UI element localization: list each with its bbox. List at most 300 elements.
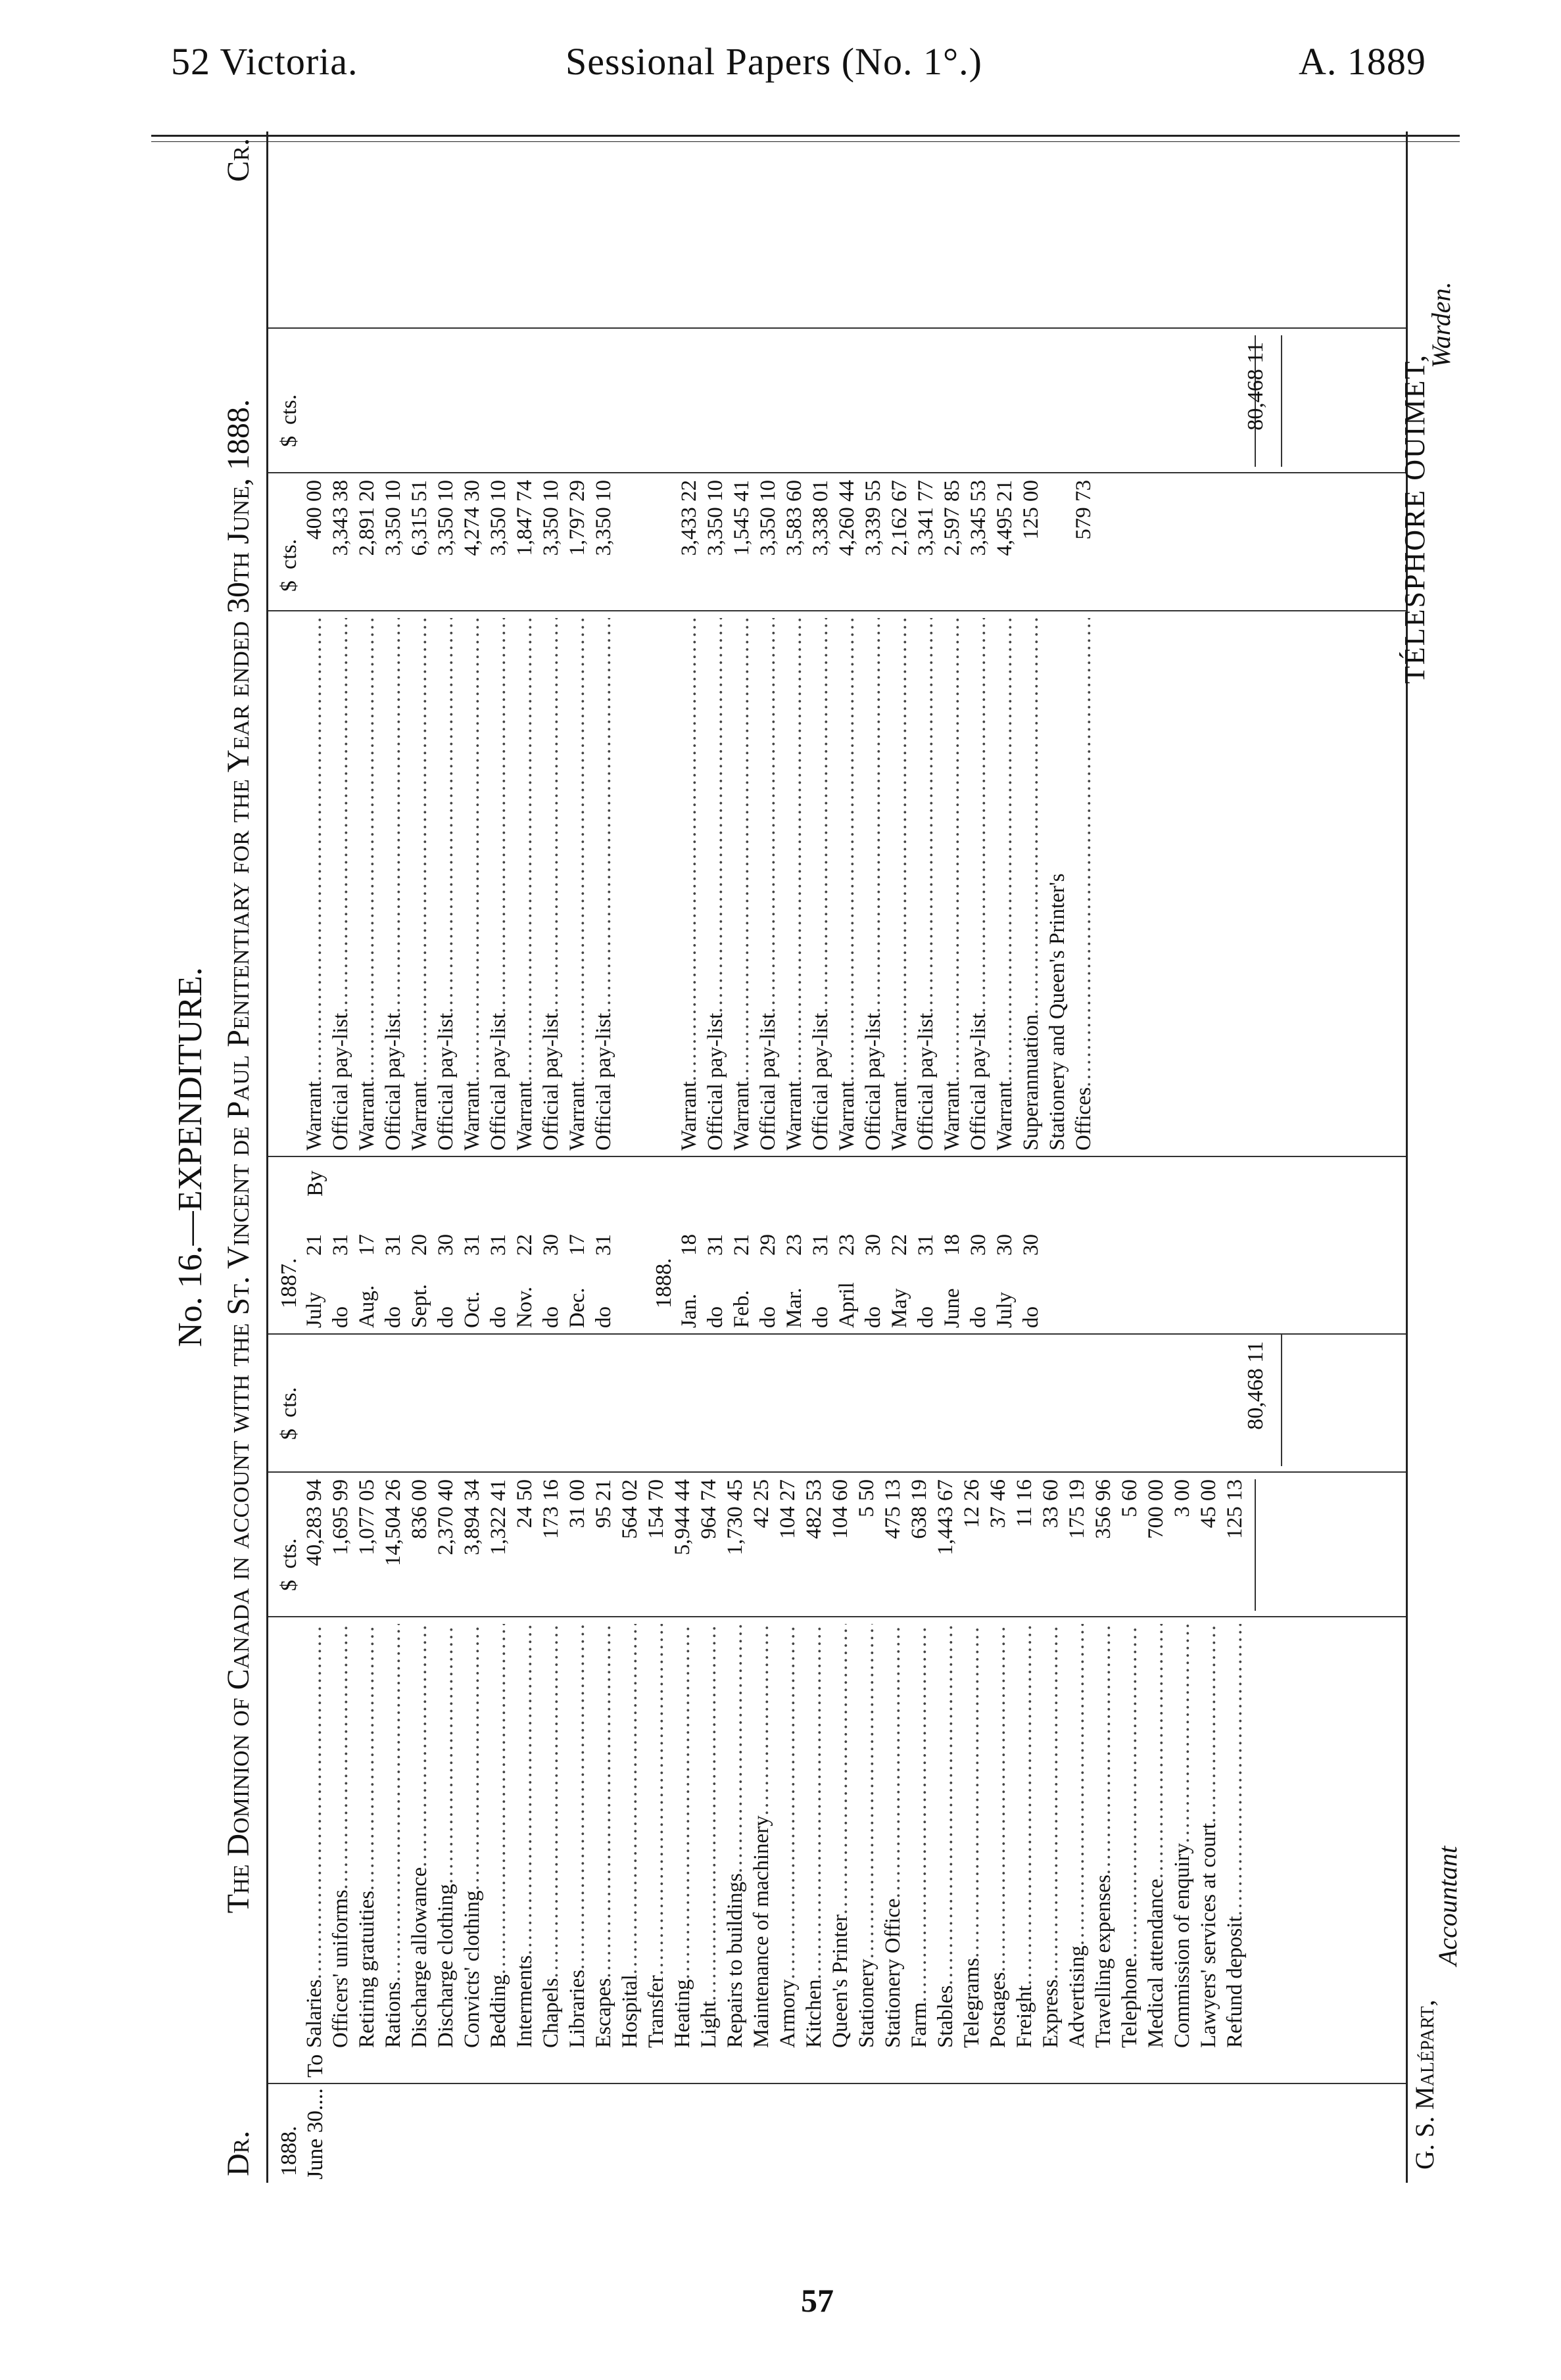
debit-item-label-text: Armory [776,1979,800,2048]
credit-month: do [592,1306,615,1328]
debit-item-label-text: Stationery Office [881,1898,905,2048]
credit-month: do [434,1306,458,1328]
document-title: No. 16.—EXPENDITURE. [172,967,209,1347]
credit-total-rule [1281,335,1282,467]
credit-desc [380,618,406,1151]
credit-date [590,1197,617,1328]
credit-desc-text: Official pay-list [756,1012,780,1151]
dot-leader [433,618,459,1013]
credit-desc [781,618,807,1151]
credit-month: Feb. [730,1290,754,1328]
dot-leader [992,618,1018,1082]
credit-desc-text: Official pay-list [861,1012,885,1151]
credit-desc [485,618,512,1151]
credit-amount: 1,847 74 [513,480,537,556]
debit-item-label [748,1624,775,2048]
debit-total: 80,468 11 [1243,1341,1268,1430]
dot-leader [880,1624,906,1898]
credit-desc [939,618,965,1151]
credit-date [729,1197,755,1328]
credit-date [834,1197,860,1328]
ledger-table [266,131,1408,2183]
credit-desc-text: Official pay-list [592,1012,615,1151]
debit-date: June 30.... [303,2088,327,2179]
credit-month: July [993,1291,1017,1328]
credit-amount: 3,350 10 [539,480,563,556]
dot-leader [676,618,702,1082]
cr-label: Cr. [221,138,256,182]
dot-leader [590,1624,617,1978]
debit-total-rule [1281,1335,1282,1466]
credit-day: 29 [756,1234,780,1256]
debit-item-label [380,1624,406,2048]
debit-item-label-text: Travelling expenses [1092,1874,1115,2048]
credit-year-1888: 1888. [652,1258,676,1308]
debit-item-amount: 356 96 [1092,1479,1115,1539]
credit-desc [834,618,860,1151]
credit-date [538,1197,564,1328]
credit-desc-text: Warrant [835,1081,859,1151]
debit-item-label-text: Retiring gratuities [355,1890,379,2048]
dot-leader [827,1624,853,1915]
credit-desc-text: Warrant [408,1081,431,1151]
credit-month: do [967,1306,990,1328]
debit-item-label [801,1624,827,2048]
dot-leader [1169,1624,1195,1843]
credit-desc: Stationery and Queen's Printer's [1045,873,1069,1151]
debit-item-amount: 1,322 41 [487,1479,510,1556]
dot-leader [755,618,781,1013]
dot-leader [1011,1624,1038,1986]
debit-item-label [459,1624,485,2048]
credit-date [992,1197,1018,1328]
dot-leader [1090,1624,1117,1874]
debit-item-amount: 104 60 [829,1479,852,1539]
dot-leader [781,618,807,1082]
debit-item-label-text: Repairs to buildings [723,1873,747,2048]
credit-desc [354,618,380,1151]
debit-item-amount: 31 00 [565,1479,589,1529]
debit-item-label-text: Lawyers' services at court [1197,1822,1220,2048]
dot-leader [669,1624,696,1980]
dot-leader [807,618,834,1013]
dot-leader [985,1624,1011,1972]
dot-leader [538,618,564,1013]
credit-month: July [302,1291,326,1328]
dot-leader [1117,1624,1143,1958]
credit-desc-text: Offices [1072,1087,1095,1151]
debit-total-header: $ cts. [277,1387,301,1440]
credit-date [860,1197,886,1328]
debit-item-amount: 40,283 94 [302,1479,326,1566]
credit-date [459,1197,485,1328]
debit-item-amount: 12 26 [960,1479,984,1529]
credit-desc [406,618,433,1151]
dot-leader [564,1624,590,1970]
credit-day: 30 [993,1234,1017,1256]
col-rule [268,1616,1406,1617]
credit-amount: 2,891 20 [355,480,379,556]
credit-month: Mar. [782,1287,806,1328]
debit-item-label-text: Refund deposit [1223,1916,1247,2048]
dot-leader [1070,618,1097,1087]
header-center: Sessional Papers (No. 1°.) [565,40,982,83]
credit-desc-text: Official pay-list [487,1012,510,1151]
debit-item-label [512,1624,538,2048]
col-rule [268,327,1406,329]
debit-item-label [1038,1624,1064,2048]
dot-leader [512,618,538,1082]
credit-prefix: By [303,1170,327,1197]
debit-item-amount: 104 27 [776,1479,800,1539]
credit-amount: 400 00 [302,480,326,540]
debit-item-amount: 173 16 [539,1479,563,1539]
credit-desc [564,618,590,1151]
debit-item-label-text: Light [697,2001,721,2048]
col-rule [268,1156,1406,1157]
credit-amount: 3,350 10 [487,480,510,556]
dot-leader [617,1624,643,1974]
credit-day: 31 [704,1234,727,1256]
dot-leader [696,1624,722,2001]
credit-year-1887: 1887. [277,1258,301,1308]
dot-leader [327,1624,354,1890]
credit-desc-text: Warrant [730,1081,754,1151]
dot-leader [1195,1624,1222,1823]
dot-leader [932,1624,959,1986]
debit-year: 1888. [277,2126,301,2176]
credit-amount: 3,350 10 [704,480,727,556]
debit-item-amount: 154 70 [644,1479,668,1539]
credit-amount: 3,343 38 [329,480,352,556]
credit-month: April [835,1282,859,1328]
debit-item-label [985,1624,1011,2048]
debit-item-label-text: Stables [934,1985,957,2048]
credit-desc [1018,618,1044,1151]
credit-date [380,1197,406,1328]
debit-item-amount: 175 19 [1065,1479,1089,1539]
credit-date [781,1197,807,1328]
credit-month: do [539,1306,563,1328]
debit-item-label [1011,1624,1038,2048]
credit-amount: 4,260 44 [835,480,859,556]
debit-item-label-text: Officers' uniforms [329,1890,352,2048]
header-right: A. 1889 [1299,40,1426,83]
dot-leader [853,1624,880,1959]
debit-sum-rule [1255,1479,1256,1611]
col-rule [268,1471,1406,1473]
credit-desc [301,618,327,1151]
dot-leader [433,1624,459,1884]
debit-item-amount: 964 74 [697,1479,721,1539]
dot-leader [801,1624,827,1980]
credit-desc [327,618,354,1151]
debit-item-label-text: Maintenance of machinery [750,1815,773,2048]
credit-amount: 4,495 21 [993,480,1017,556]
credit-amount: 3,350 10 [434,480,458,556]
dot-leader [834,618,860,1082]
credit-desc-text: Official pay-list [381,1012,405,1151]
credit-date [512,1197,538,1328]
dot-leader [406,1624,433,1867]
credit-day: 31 [329,1234,352,1256]
credit-amount: 3,338 01 [809,480,832,556]
credit-date [913,1197,939,1328]
credit-desc [1070,618,1097,1151]
credit-currency-header: $ cts. [277,538,301,592]
debit-prefix: To [303,2054,327,2078]
debit-item-amount: 1,077 05 [355,1479,379,1556]
debit-item-amount: 5 60 [1118,1479,1141,1517]
debit-item-label [301,1624,327,2048]
credit-desc [807,618,834,1151]
col-rule [268,610,1406,611]
debit-item-label-text: Discharge allowance [408,1867,431,2048]
credit-desc [459,618,485,1151]
debit-item-label [643,1624,669,2048]
subtitle-text: The Dominion of Canada in account with the St. Vincent de Paul Penitentiary for the Year ended 30th June, 1888. [221,399,256,1914]
credit-amount: 579 73 [1072,480,1095,540]
document-subtitle [220,131,256,2183]
credit-date [702,1197,729,1328]
debit-item-label-text: Freight [1013,1985,1036,2048]
credit-desc-text: Warrant [940,1081,964,1151]
debit-item-amount: 700 00 [1144,1479,1168,1539]
dot-leader [380,618,406,1013]
debit-item-label-text: Commission of enquiry [1170,1843,1194,2048]
accountant-name: G. S. Malépart, [1410,1999,1439,2170]
credit-day: 22 [888,1234,911,1256]
credit-day: 18 [677,1234,701,1256]
credit-desc-text: Warrant [302,1081,326,1151]
credit-month: May [888,1288,911,1328]
credit-amount: 3,339 55 [861,480,885,556]
credit-amount: 3,433 22 [677,480,701,556]
dot-leader [906,1624,932,2002]
credit-month: Sept. [408,1284,431,1328]
credit-day: 23 [782,1234,806,1256]
credit-dates-1887 [301,1197,617,1328]
dot-leader [327,618,354,1013]
credit-day: 31 [381,1234,405,1256]
debit-item-label [1090,1624,1117,2048]
dot-leader [538,1624,564,1978]
credit-desc [538,618,564,1151]
credit-date [327,1197,354,1328]
debit-item-amount: 45 00 [1197,1479,1220,1529]
debit-item-label-text: Queen's Printer [829,1915,852,2048]
credit-amount: 6,315 51 [408,480,431,556]
credit-day: 17 [565,1234,589,1256]
debit-amounts [301,1479,1248,1611]
dot-leader [702,618,729,1013]
credit-dates-1888 [676,1197,1097,1328]
debit-item-label [932,1624,959,2048]
credit-total-header: $ cts. [277,394,301,447]
debit-item-amount: 3 00 [1170,1479,1194,1517]
credit-day: 31 [592,1234,615,1256]
credit-day: 30 [434,1234,458,1256]
credit-date [354,1197,380,1328]
debit-item-label-text: Stationery [855,1959,878,2048]
credit-month: do [487,1306,510,1328]
dot-leader [959,1624,985,1958]
debit-item-amount: 24 50 [513,1479,537,1529]
credit-date [965,1197,992,1328]
credit-day: 21 [730,1234,754,1256]
credit-date [939,1197,965,1328]
credit-desc-1888 [676,618,1097,1151]
debit-item-label-text: Interments [513,1955,537,2048]
credit-total: 80,468 11 [1243,342,1268,431]
dot-leader [729,618,755,1082]
credit-day: 30 [967,1234,990,1256]
credit-day: 31 [914,1234,938,1256]
dot-leader [939,618,965,1082]
debit-item-amount: 475 13 [881,1479,905,1539]
accountant-title: Accountant [1433,1845,1462,1966]
credit-amount: 2,597 85 [940,480,964,556]
credit-amount: 1,797 29 [565,480,589,556]
debit-item-label-text: Postages [986,1972,1010,2048]
credit-day: 30 [539,1234,563,1256]
debit-item-amount: 33 60 [1039,1479,1063,1529]
debit-item-amount: 37 46 [986,1479,1010,1529]
credit-day: 20 [408,1234,431,1256]
dr-label: Dr. [221,2130,256,2176]
debit-item-label [1064,1624,1090,2048]
dot-leader [1038,1624,1064,1980]
debit-item-label-text: Salaries [302,1979,326,2048]
debit-item-label [775,1624,801,2048]
dot-leader [380,1624,406,1982]
credit-date [1070,1197,1097,1328]
credit-desc [676,618,702,1151]
debit-item-amount: 11 16 [1013,1479,1036,1528]
credit-desc-text: Official pay-list [704,1012,727,1151]
credit-desc-text: Superannuation [1019,1014,1043,1151]
credit-month: do [914,1306,938,1328]
col-rule [268,1333,1406,1335]
debit-item-amount: 125 13 [1223,1479,1247,1539]
debit-item-label-text: Discharge clothing [434,1884,458,2048]
dot-leader [354,1624,380,1891]
dot-leader [748,1624,775,1815]
credit-desc-text: Official pay-list [539,1012,563,1151]
dot-leader [1018,618,1044,1014]
debit-item-label-text: Libraries [565,1969,589,2048]
debit-item-amount: 3,894 34 [460,1479,484,1556]
credit-date [433,1197,459,1328]
credit-amount: 3,350 10 [756,480,780,556]
debit-item-amount: 1,443 67 [934,1479,957,1556]
dot-leader [485,1624,512,1974]
debit-item-label [1169,1624,1195,2048]
dot-leader [512,1624,538,1955]
header-left: 52 Victoria. [171,40,358,83]
credit-desc [913,618,939,1151]
credit-amounts-1888 [676,480,1097,605]
col-rule [268,472,1406,473]
debit-item-label [1117,1624,1143,2048]
credit-day: 17 [355,1234,379,1256]
debit-item-amount: 5 50 [855,1479,878,1517]
credit-date [406,1197,433,1328]
credit-date [564,1197,590,1328]
credit-date [1018,1197,1044,1328]
debit-item-amount: 1,730 45 [723,1479,747,1556]
dot-leader [564,618,590,1082]
debit-item-label [564,1624,590,2048]
debit-item-label-text: Convicts' clothing [460,1890,484,2048]
dot-leader [886,618,913,1082]
credit-desc-text: Warrant [993,1081,1017,1151]
debit-item-label [485,1624,512,2048]
debit-item-label-text: Medical attendance [1144,1878,1168,2048]
credit-date [676,1197,702,1328]
dot-leader [459,618,485,1082]
credit-amount: 2,162 67 [888,480,911,556]
debit-item-label-text: Hospital [618,1974,642,2048]
dot-leader [1064,1624,1090,1945]
credit-month: do [756,1306,780,1328]
credit-desc [433,618,459,1151]
credit-amount: 3,583 60 [782,480,806,556]
debit-item-label [1195,1624,1222,2048]
debit-currency-header: $ cts. [277,1538,301,1591]
credit-desc [860,618,886,1151]
credit-desc-text: Warrant [565,1081,589,1151]
credit-date [807,1197,834,1328]
debit-item-label [669,1624,696,2048]
rotated-page [168,131,1462,2183]
credit-desc [992,618,1018,1151]
credit-month: Jan. [677,1293,701,1328]
dot-leader [301,1624,327,1980]
credit-date [886,1197,913,1328]
debit-item-label [1222,1624,1248,2048]
debit-item-label-text: Chapels [539,1978,563,2048]
credit-amounts-1887 [301,480,617,605]
credit-month: Dec. [565,1287,589,1328]
credit-desc-text: Official pay-list [329,1012,352,1151]
debit-item-label [959,1624,985,2048]
debit-item-label [538,1624,564,2048]
debit-item-label [722,1624,748,2048]
dot-leader [485,618,512,1013]
credit-desc [702,618,729,1151]
credit-desc [755,618,781,1151]
credit-day: 31 [487,1234,510,1256]
credit-desc [886,618,913,1151]
credit-day: 30 [1019,1234,1043,1256]
credit-month: Oct. [460,1291,484,1328]
credit-desc [590,618,617,1151]
credit-amount: 3,345 53 [967,480,990,556]
debit-item-label [827,1624,853,2048]
debit-item-label [327,1624,354,2048]
credit-day: 21 [302,1234,326,1256]
dot-leader [775,1624,801,1980]
dot-leader [301,618,327,1082]
credit-desc-text: Warrant [513,1081,537,1151]
dot-leader [860,618,886,1013]
dot-leader [913,618,939,1013]
debit-labels [301,1624,1248,2048]
dot-leader [722,1624,748,1873]
debit-item-amount: 42 25 [750,1479,773,1529]
credit-month: do [861,1306,885,1328]
